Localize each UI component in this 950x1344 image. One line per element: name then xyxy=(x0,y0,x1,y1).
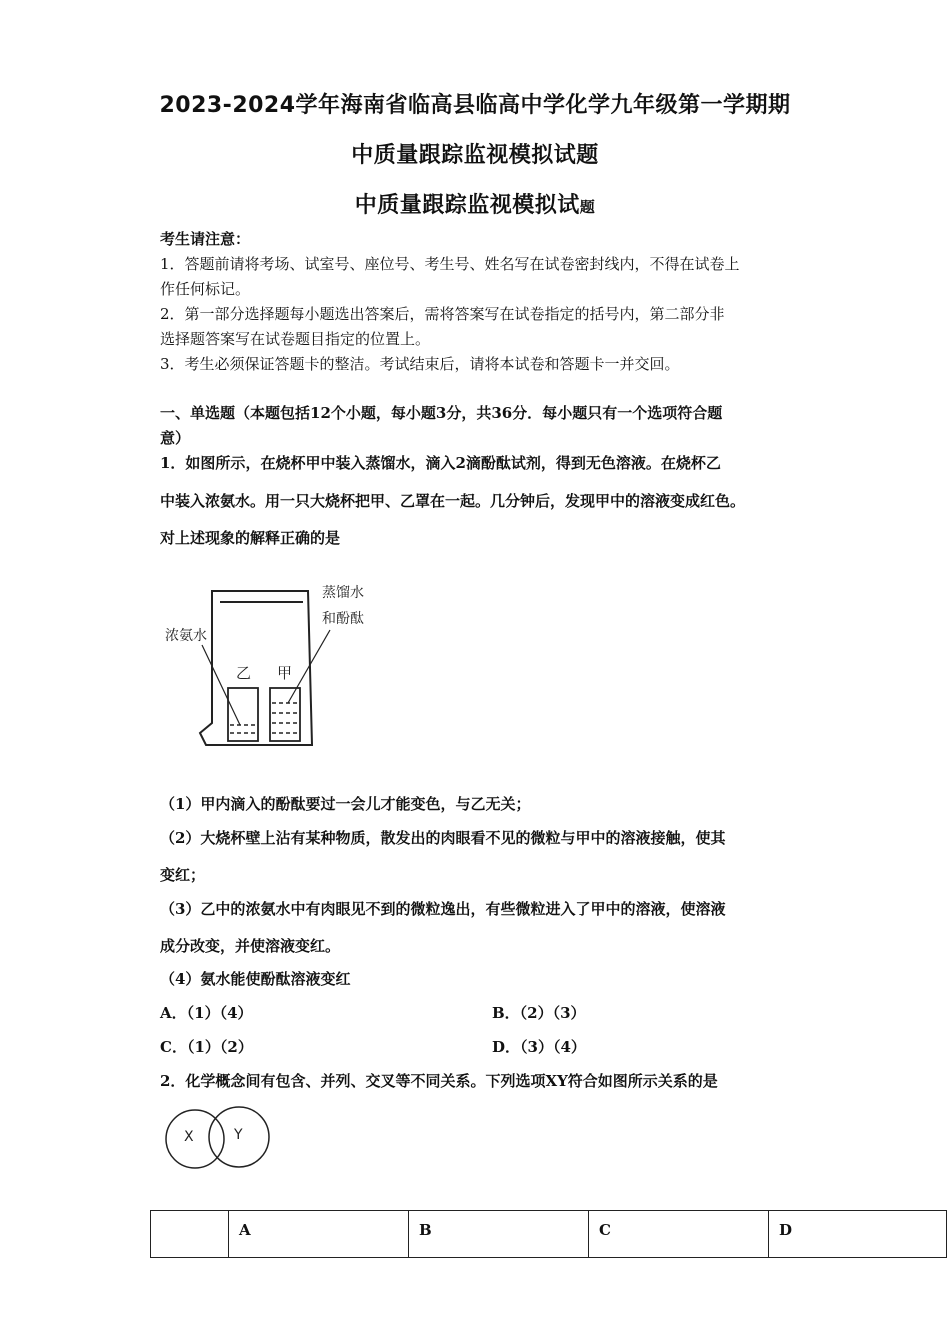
q1-statement-4: （4）氨水能使酚酞溶液变红 xyxy=(160,970,351,988)
table-header-a: A xyxy=(229,1211,409,1258)
section-heading-b: 意） xyxy=(160,429,191,447)
label-distilled-water: 蒸馏水 xyxy=(322,585,364,601)
section-heading-a: 一、单选题（本题包括12个小题，每小题3分，共36分．每小题只有一个选项符合题 xyxy=(160,404,723,422)
q1-statement-2b: 变红； xyxy=(160,866,206,884)
label-phenolphthalein: 和酚酞 xyxy=(322,611,364,627)
label-jia: 甲 xyxy=(277,664,293,682)
venn-label-y: Y xyxy=(234,1127,243,1143)
label-yi: 乙 xyxy=(236,664,252,682)
venn-diagram xyxy=(160,1103,275,1175)
q1-statement-3a: （3）乙中的浓氨水中有肉眼见不到的微粒逸出，有些微粒进入了甲中的溶液，使溶液 xyxy=(160,900,726,918)
title-line-3-main: 中质量跟踪监视模拟试 xyxy=(354,193,580,218)
title-line-3-tail: 题 xyxy=(579,198,596,216)
q1-statement-2a: （2）大烧杯壁上沾有某种物质，散发出的肉眼看不见的微粒与甲中的溶液接触，使其 xyxy=(160,829,726,847)
q1-option-a[interactable]: A．（1）（4） xyxy=(160,1004,253,1022)
table-header-c: C xyxy=(589,1211,769,1258)
q1-statement-3b: 成分改变，并使溶液变红。 xyxy=(160,937,341,955)
q1-option-b[interactable]: B．（2）（3） xyxy=(492,1004,586,1022)
table-header-d: D xyxy=(769,1211,947,1258)
notice-heading: 考生请注意： xyxy=(160,230,251,248)
beaker-diagram xyxy=(160,575,375,755)
leader-line-left xyxy=(202,645,240,725)
table-header-b: B xyxy=(409,1211,589,1258)
q2-stem: 2．化学概念间有包含、并列、交叉等不同关系。下列选项XY符合如图所示关系的是 xyxy=(160,1072,718,1090)
q1-stem-c: 对上述现象的解释正确的是 xyxy=(160,529,341,547)
table-row xyxy=(151,1211,947,1258)
page-title-line-3 xyxy=(0,188,950,219)
q1-statement-1: （1）甲内滴入的酚酞要过一会儿才能变色，与乙无关； xyxy=(160,795,531,813)
q1-stem-b: 中装入浓氨水。用一只大烧杯把甲、乙罩在一起。几分钟后，发现甲中的溶液变成红色。 xyxy=(160,492,746,510)
q1-stem-a: 1．如图所示，在烧杯甲中装入蒸馏水，滴入2滴酚酞试剂，得到无色溶液。在烧杯乙 xyxy=(160,454,721,472)
q1-option-c[interactable]: C．（1）（2） xyxy=(160,1038,253,1056)
label-ammonia: 浓氨水 xyxy=(165,628,207,644)
large-beaker xyxy=(200,591,312,745)
venn-label-x: X xyxy=(184,1129,194,1145)
notice-item-1a: 1．答题前请将考场、试室号、座位号、考生号、姓名写在试卷密封线内，不得在试卷上 xyxy=(160,255,740,273)
notice-item-3: 3．考生必须保证答题卡的整洁。考试结束后，请将本试卷和答题卡一并交回。 xyxy=(160,355,680,373)
table-header-blank xyxy=(151,1211,229,1258)
q2-options-table xyxy=(150,1210,947,1258)
notice-item-1b: 作任何标记。 xyxy=(160,280,251,298)
page-title-line-2: 中质量跟踪监视模拟试题 xyxy=(351,143,599,168)
q1-option-d[interactable]: D．（3）（4） xyxy=(492,1038,586,1056)
notice-item-2a: 2．第一部分选择题每小题选出答案后，需将答案写在试卷指定的括号内，第二部分非 xyxy=(160,305,725,323)
page-title-line-1: 2023-2024学年海南省临高县临高中学化学九年级第一学期期 xyxy=(159,93,791,118)
notice-item-2b: 选择题答案写在试卷题目指定的位置上。 xyxy=(160,330,431,348)
